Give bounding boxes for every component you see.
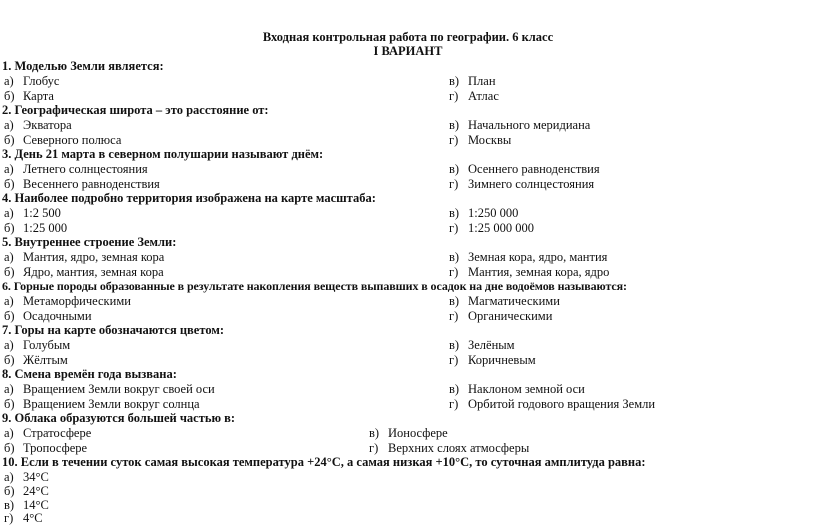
answer-option: г) Зимнего солнцестояния <box>449 177 595 191</box>
answer-option: а) Стратосфере <box>4 426 92 440</box>
question-4: 4. Наиболее подробно территория изображена на карте масштаба: <box>2 191 376 205</box>
answer-option: г) Москвы <box>449 133 512 147</box>
answer-option: в) Осеннего равноденствия <box>449 162 600 176</box>
answer-option: г) 4°С <box>4 511 43 525</box>
answer-option: б) Жёлтым <box>4 353 68 367</box>
answer-option: б) Карта <box>4 89 54 103</box>
question-2: 2. Географическая широта – это расстояние от: <box>2 103 269 117</box>
answer-option: г) Орбитой годового вращения Земли <box>449 397 656 411</box>
answer-option: г) 1:25 000 000 <box>449 221 534 235</box>
answer-option: а) Вращением Земли вокруг своей оси <box>4 382 215 396</box>
answer-option: а) Экватора <box>4 118 72 132</box>
answer-option: г) Коричневым <box>449 353 536 367</box>
question-5: 5. Внутреннее строение Земли: <box>2 235 177 249</box>
answer-option: б) 1:25 000 <box>4 221 68 235</box>
answer-option: б) Тропосфере <box>4 441 88 455</box>
answer-option: в) 14°С <box>4 498 49 512</box>
answer-option: в) Начального меридиана <box>449 118 591 132</box>
answer-option: а) 1:2 500 <box>4 206 61 220</box>
answer-option: в) Земная кора, ядро, мантия <box>449 250 608 264</box>
answer-option: б) Ядро, мантия, земная кора <box>4 265 164 279</box>
answer-option: б) Северного полюса <box>4 133 122 147</box>
question-8: 8. Смена времён года вызвана: <box>2 367 177 381</box>
answer-option: г) Мантия, земная кора, ядро <box>449 265 610 279</box>
answer-option: в) 1:250 000 <box>449 206 519 220</box>
answer-option: а) Летнего солнцестояния <box>4 162 148 176</box>
answer-option: в) Наклоном земной оси <box>449 382 585 396</box>
question-1: 1. Моделью Земли является: <box>2 59 164 73</box>
answer-option: а) 34°С <box>4 470 49 484</box>
answer-option: б) 24°С <box>4 484 49 498</box>
answer-option: в) Зелёным <box>449 338 515 352</box>
answer-option: г) Верхних слоях атмосферы <box>369 441 530 455</box>
answer-option: а) Мантия, ядро, земная кора <box>4 250 165 264</box>
question-9: 9. Облака образуются большей частью в: <box>2 411 236 425</box>
question-3: 3. День 21 марта в северном полушарии называют днём: <box>2 147 324 161</box>
answer-option: б) Весеннего равноденствия <box>4 177 160 191</box>
answer-option: а) Голубым <box>4 338 71 352</box>
answer-option: г) Атлас <box>449 89 499 103</box>
answer-option: б) Вращением Земли вокруг солнца <box>4 397 200 411</box>
question-10: 10. Если в течении суток самая высокая температура +24°С, а самая низкая +10°С, то суточная амплитуда равна: <box>2 455 646 469</box>
answer-option: а) Глобус <box>4 74 60 88</box>
variant-label: I ВАРИАНТ <box>373 44 443 58</box>
answer-option: в) Магматическими <box>449 294 560 308</box>
answer-option: б) Осадочными <box>4 309 92 323</box>
answer-option: в) Ионосфере <box>369 426 448 440</box>
page-title: Входная контрольная работа по географии. 6 класс <box>262 30 554 44</box>
answer-option: г) Органическими <box>449 309 553 323</box>
answer-option: а) Метаморфическими <box>4 294 131 308</box>
question-7: 7. Горы на карте обозначаются цветом: <box>2 323 225 337</box>
question-6: 6. Горные породы образованные в результате накопления веществ выпавших в осадок на дне водоёмов называются: <box>2 279 627 293</box>
answer-option: в) План <box>449 74 496 88</box>
